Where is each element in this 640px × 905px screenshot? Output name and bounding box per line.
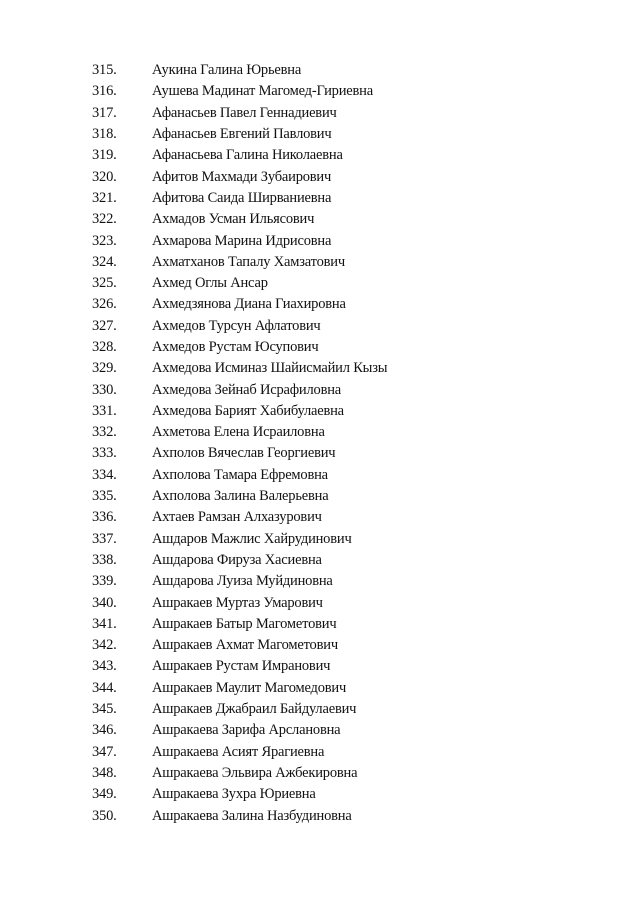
item-number: 340. [92, 594, 117, 611]
list-item [92, 401, 387, 422]
list-item [92, 784, 387, 805]
person-name: Ахмедова Зейнаб Исрафиловна [152, 381, 342, 398]
name-list [92, 60, 387, 827]
item-number: 348. [92, 764, 117, 781]
item-number: 328. [92, 339, 117, 355]
item-number: 349. [92, 786, 117, 803]
person-name: Ашракаева Залина Назбудиновна [152, 807, 352, 824]
list-item [92, 529, 387, 550]
list-item [92, 465, 387, 486]
list-item [92, 443, 387, 464]
item-number: 320. [92, 168, 117, 185]
person-name: Ахполова Тамара Ефремовна [152, 466, 328, 483]
person-name: Ашракаев Рустам Имранович [152, 658, 331, 675]
person-name: Афанасьева Галина Николаевна [152, 147, 343, 164]
list-item [92, 720, 387, 741]
person-name: Ахмедова Барият Хабибулаевна [152, 402, 344, 419]
person-name: Ахмедова Исминаз Шайисмайил Кызы [152, 360, 388, 377]
person-name: Ахмедов Турсун Афлатович [152, 317, 321, 334]
person-name: Ахмадов Усман Ильясович [152, 211, 315, 228]
person-name: Ашракаева Асият Ярагиевна [152, 743, 325, 760]
list-item [92, 209, 387, 230]
list-item [92, 763, 387, 784]
person-name: Ахмед Оглы Ансар [152, 275, 268, 292]
item-number: 334. [92, 466, 117, 483]
person-name: Ашракаева Эльвира Ажбекировна [152, 764, 358, 781]
item-number: 341. [92, 615, 117, 632]
list-item [92, 358, 387, 379]
list-item [92, 422, 387, 443]
person-name: Аукина Галина Юрьевна [152, 62, 302, 79]
list-item [92, 699, 387, 720]
person-name: Ашракаев Ахмат Магометович [152, 637, 338, 654]
list-item [92, 188, 387, 209]
item-number: 345. [92, 701, 117, 718]
person-name: Ашракаева Зухра Юриевна [152, 786, 316, 803]
item-number: 315. [92, 62, 117, 79]
list-item [92, 571, 387, 592]
list-item [92, 316, 387, 337]
item-number: 350. [92, 807, 117, 824]
item-number: 339. [92, 573, 117, 590]
item-number: 332. [92, 424, 117, 441]
person-name: Ашракаев Маулит Магомедович [152, 679, 347, 696]
item-number: 338. [92, 551, 117, 568]
item-number: 319. [92, 147, 117, 164]
person-name: Ахполова Залина Валерьевна [152, 488, 329, 505]
item-number: 336. [92, 509, 117, 526]
person-name: Ахмедзянова Диана Гиахировна [152, 296, 346, 313]
person-name: Афитов Махмади Зубаирович [152, 168, 332, 185]
item-number: 342. [92, 637, 117, 654]
item-number: 333. [92, 445, 117, 462]
item-number: 321. [92, 189, 117, 206]
item-number: 317. [92, 104, 117, 121]
list-item [92, 592, 387, 613]
list-item [92, 81, 387, 102]
person-name: Аушева Мадинат Магомед-Гириевна [152, 83, 373, 100]
list-item [92, 294, 387, 315]
person-name: Афанасьев Павел Геннадиевич [152, 104, 337, 121]
list-item [92, 678, 387, 699]
item-number: 337. [92, 530, 117, 547]
item-number: 324. [92, 253, 117, 270]
list-item [92, 635, 387, 656]
item-number: 325. [92, 275, 117, 292]
person-name: Ашдаров Мажлис Хайрудинович [152, 530, 352, 547]
list-item [92, 252, 387, 273]
list-item [92, 103, 387, 124]
person-name: Ахматханов Тапалу Хамзатович [152, 253, 345, 270]
item-number: 318. [92, 126, 117, 143]
item-number: 323. [92, 232, 117, 249]
list-item [92, 507, 387, 528]
item-number: 335. [92, 488, 117, 505]
list-item [92, 124, 387, 145]
list-item [92, 145, 387, 166]
person-name: Ашракаев Муртаз Умарович [152, 594, 323, 611]
person-name: Афитова Саида Ширваниевна [152, 189, 332, 206]
list-item [92, 379, 387, 400]
list-item [92, 60, 387, 81]
item-number: 326. [92, 296, 117, 313]
person-name: Ашракаева Зарифа Арслановна [152, 722, 341, 739]
person-name: Ашракаев Джабраил Байдулаевич [152, 701, 357, 718]
item-number: 329. [92, 360, 117, 377]
list-item [92, 486, 387, 507]
list-item [92, 337, 387, 358]
item-number: 344. [92, 679, 117, 696]
person-name: Ахмедов Рустам Юсупович [152, 339, 319, 355]
list-item [92, 166, 387, 187]
list-item [92, 614, 387, 635]
item-number: 346. [92, 722, 117, 739]
item-number: 347. [92, 743, 117, 760]
list-item [92, 273, 387, 294]
person-name: Ахтаев Рамзан Алхазурович [152, 509, 322, 526]
list-item [92, 805, 387, 826]
item-number: 327. [92, 317, 117, 334]
person-name: Ахполов Вячеслав Георгиевич [152, 445, 336, 462]
person-name: Афанасьев Евгений Павлович [152, 126, 332, 143]
person-name: Ашдарова Фируза Хасиевна [152, 551, 322, 568]
item-number: 331. [92, 402, 117, 419]
person-name: Ашракаев Батыр Магометович [152, 615, 337, 632]
person-name: Ашдарова Луиза Муйдиновна [152, 573, 333, 590]
person-name: Ахметова Елена Исраиловна [152, 424, 325, 441]
person-name: Ахмарова Марина Идрисовна [152, 232, 332, 249]
list-item [92, 656, 387, 677]
item-number: 316. [92, 83, 117, 100]
list-item [92, 742, 387, 763]
item-number: 330. [92, 381, 117, 398]
list-item [92, 550, 387, 571]
list-item [92, 230, 387, 251]
item-number: 322. [92, 211, 117, 228]
item-number: 343. [92, 658, 117, 675]
